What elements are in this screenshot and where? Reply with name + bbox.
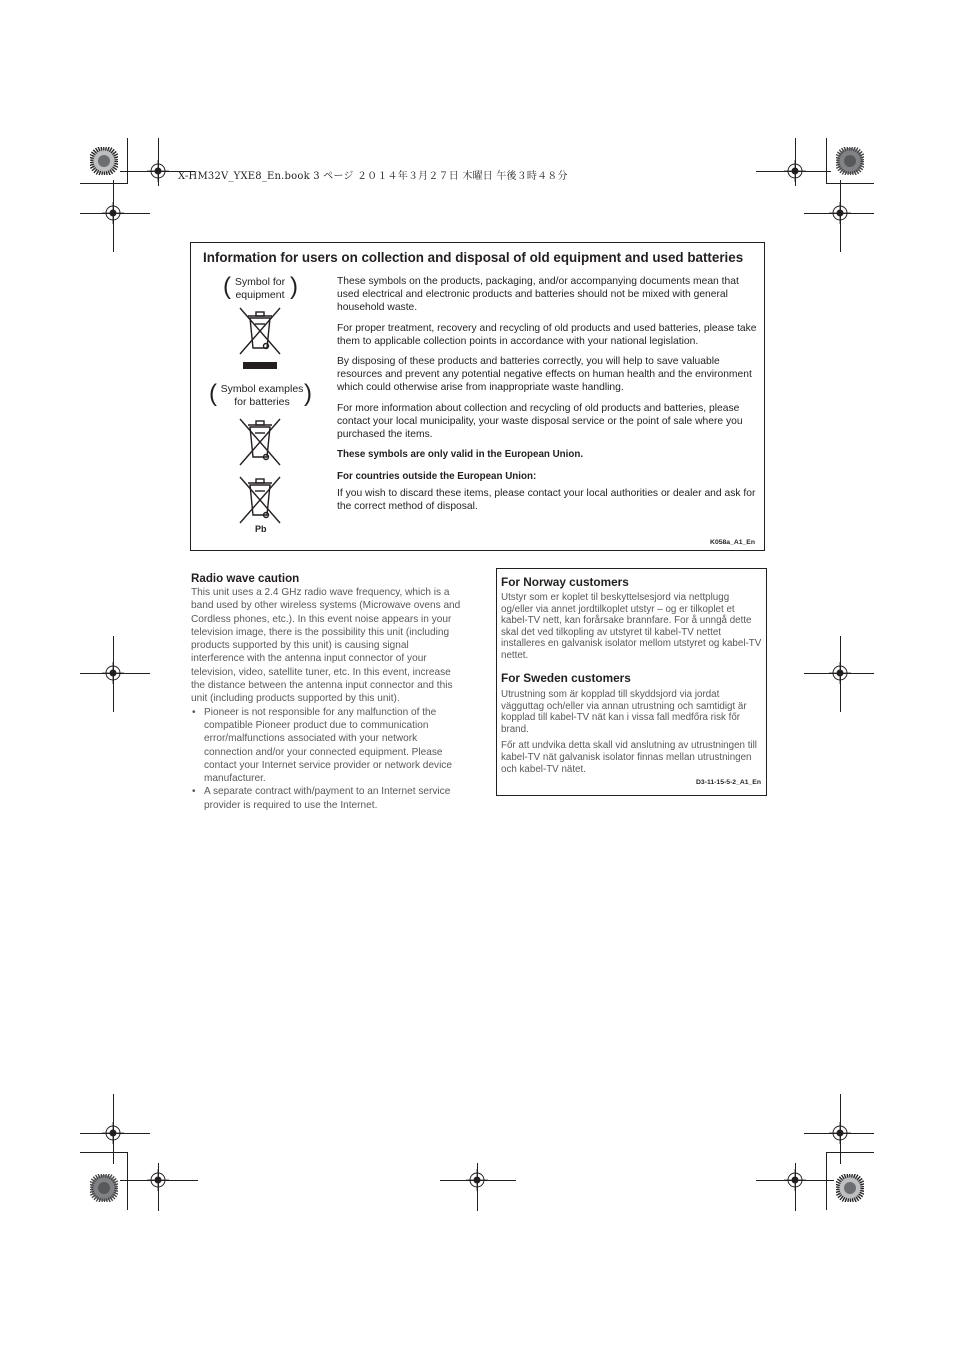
color-rosette-icon	[90, 147, 118, 175]
crop-line	[80, 1152, 128, 1153]
color-rosette-icon	[836, 147, 864, 175]
weee-title: Information for users on collection and disposal of old equipment and used batteries	[203, 250, 744, 265]
crop-line	[127, 1152, 128, 1210]
symbol-equipment-label: Symbol for equipment	[234, 276, 286, 301]
registration-mark-icon	[102, 202, 124, 224]
weee-info-box	[190, 242, 765, 551]
crossed-wheeled-bin-icon	[238, 475, 282, 525]
paren-right: )	[290, 273, 298, 300]
paren-right: )	[304, 380, 312, 407]
nordic-code: D3-11-15-5-2_A1_En	[696, 779, 761, 786]
color-rosette-icon	[836, 1174, 864, 1202]
registration-mark-icon	[829, 202, 851, 224]
color-rosette-icon	[90, 1174, 118, 1202]
sweden-text: Utrustning som är kopplad till skyddsjord via jordat vägguttag och/eller via annan utrustning och samtidigt är kopplad till kabel-TV nät kan i vissa fall medfőra risk főr brand. Főr att undvika detta skall vid anslutning av utrustningen till kabel-TV nät galvanisk isolator finnas mellan utrustningen och kabel-TV nätet.	[501, 689, 757, 775]
crop-line	[80, 183, 128, 184]
registration-mark-icon	[784, 1169, 806, 1191]
radio-caution-body	[191, 586, 463, 812]
paren-left: (	[209, 380, 217, 407]
paren-left: (	[223, 273, 231, 300]
crossed-wheeled-bin-icon	[238, 306, 282, 372]
crossed-wheeled-bin-icon	[238, 417, 282, 467]
norway-heading: For Norway customers	[501, 575, 629, 589]
registration-mark-icon	[829, 1122, 851, 1144]
weee-text	[337, 275, 759, 520]
norway-text: Utstyr som er koplet til beskyttelsesjord via nettplugg og/eller via annet jordtilkoplet utstyr – og er tilkoplet et kabel-TV nett, kan forårsake brannfare. For å unngå dette skal det ved tilkopling av utstyret til kabel-TV nettet installeres en galvanisk isolator mellom utstyret og kabel-TV nettet.	[501, 592, 762, 661]
radio-caution-text: This unit uses a 2.4 GHz radio wave frequency, which is a band used by other wireless systems (Microwave ovens and Cordless phones, etc.). In this event noise appears in your television image, there is the possibility this unit (including products supported by this unit) is causing signal interference with the antenna input connector of your television, video, satellite tuner, etc. In this event, increase the distance between the antenna input connector and this unit (including products supported by this unit).	[191, 587, 461, 705]
radio-caution-title: Radio wave caution	[191, 572, 300, 585]
outside-eu-heading: For countries outside the European Union:	[337, 471, 537, 483]
list-item: • A separate contract with/payment to an Internet service provider is required to use the Internet.	[192, 786, 451, 811]
registration-mark-icon	[102, 662, 124, 684]
list-item: • Pioneer is not responsible for any malfunction of the compatible Pioneer product due to communication error/malfunctions associated with your network connection and/or your connected equipment. Please contact your Internet service provider or network device manufacturer.	[192, 706, 452, 785]
pb-label: Pb	[255, 524, 267, 534]
registration-mark-icon	[147, 1169, 169, 1191]
weee-paragraph: For proper treatment, recovery and recycling of old products and used batteries, please take them to applicable collection points in accordance with your national legislation.	[337, 322, 757, 347]
bullet-glyph: •	[192, 706, 196, 718]
crop-line	[826, 1152, 827, 1210]
crop-line	[127, 138, 128, 184]
registration-mark-icon	[102, 1122, 124, 1144]
eu-only-note: These symbols are only valid in the European Union.	[337, 449, 584, 461]
registration-mark-icon	[829, 662, 851, 684]
bullet-glyph: •	[192, 786, 196, 798]
sweden-heading: For Sweden customers	[501, 671, 631, 685]
weee-code: K058a_A1_En	[710, 539, 755, 546]
symbol-batteries-label: Symbol examples for batteries	[220, 383, 304, 408]
registration-mark-icon	[784, 160, 806, 182]
nordic-customers-box	[496, 568, 767, 796]
registration-mark-icon	[147, 160, 169, 182]
weee-paragraph: For more information about collection and recycling of old products and batteries, please contact your local municipality, your waste disposal service or the point of sale where you purchased the items.	[337, 402, 743, 441]
book-file-header: X-HM32V_YXE8_En.book 3 ページ ２０１４年３月２７日 木曜日 午後３時４８分	[178, 171, 568, 182]
registration-mark-icon	[466, 1169, 488, 1191]
crop-line	[826, 1152, 874, 1153]
outside-eu-text: If you wish to discard these items, please contact your local authorities or dealer and ask for the correct method of disposal.	[337, 487, 756, 512]
crop-line	[826, 183, 874, 184]
crop-line	[826, 138, 827, 184]
weee-paragraph: These symbols on the products, packaging, and/or accompanying documents mean that used electrical and electronic products and batteries should not be mixed with general household waste.	[337, 276, 739, 314]
weee-paragraph: By disposing of these products and batteries correctly, you will help to save valuable resources and prevent any potential negative effects on human health and the environment which could otherwise arise from inappropriate waste handling.	[337, 356, 752, 394]
